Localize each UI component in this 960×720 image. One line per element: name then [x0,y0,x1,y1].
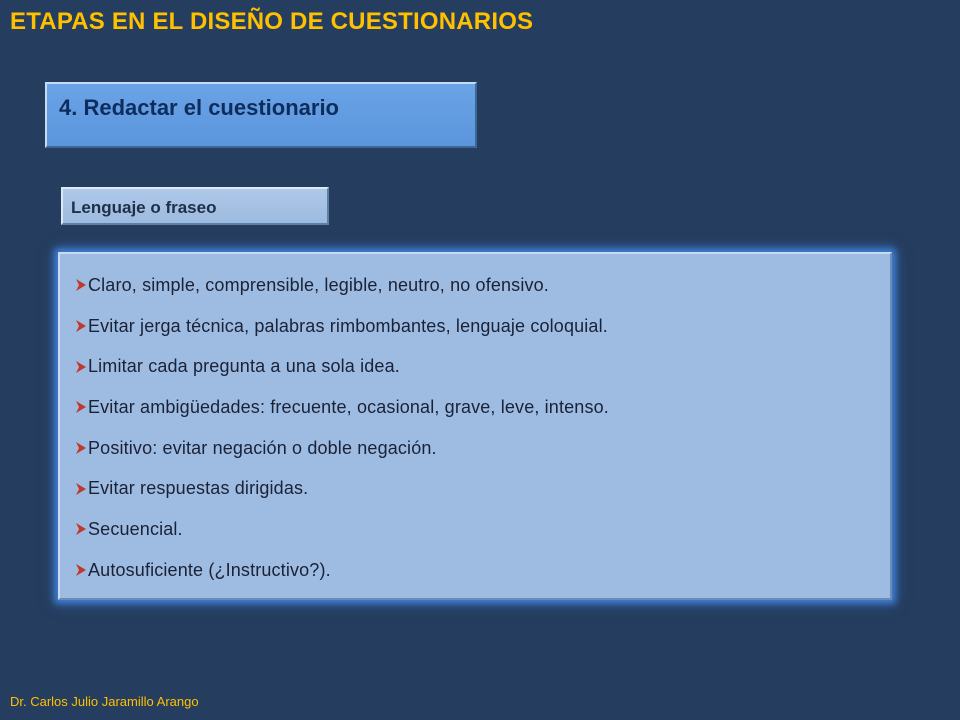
list-item-text: Limitar cada pregunta a una sola idea. [88,356,400,377]
bullet-list [76,265,609,591]
list-item-text: Secuencial. [88,518,183,539]
list-item [76,346,609,387]
arrow-bullet-icon [76,442,86,454]
list-item [76,468,609,509]
list-item-text: Claro, simple, comprensible, legible, neutro, no ofensivo. [88,274,549,295]
footer-author: Dr. Carlos Julio Jaramillo Arango [10,694,199,709]
list-item [76,265,609,306]
arrow-bullet-icon [76,483,86,495]
arrow-bullet-icon [76,401,86,413]
list-item-text: Autosuficiente (¿Instructivo?). [88,559,331,580]
arrow-bullet-icon [76,279,86,291]
subsection-title: Lenguaje o fraseo [71,198,217,217]
section-title: 4. Redactar el cuestionario [59,95,339,120]
list-item [76,550,609,591]
list-item [76,306,609,347]
arrow-bullet-icon [76,523,86,535]
list-item [76,387,609,428]
list-item-text: Positivo: evitar negación o doble negación. [88,437,437,458]
list-item-text: Evitar jerga técnica, palabras rimbombantes, lenguaje coloquial. [88,315,608,336]
subsection-box [61,187,329,225]
content-box [58,252,892,600]
list-item-text: Evitar ambigüedades: frecuente, ocasional, grave, leve, intenso. [88,396,609,417]
list-item [76,428,609,469]
list-item-text: Evitar respuestas dirigidas. [88,478,309,499]
arrow-bullet-icon [76,361,86,373]
slide-title: ETAPAS EN EL DISEÑO DE CUESTIONARIOS [10,8,534,35]
list-item [76,509,609,550]
section-box [45,82,477,148]
arrow-bullet-icon [76,320,86,332]
arrow-bullet-icon [76,564,86,576]
